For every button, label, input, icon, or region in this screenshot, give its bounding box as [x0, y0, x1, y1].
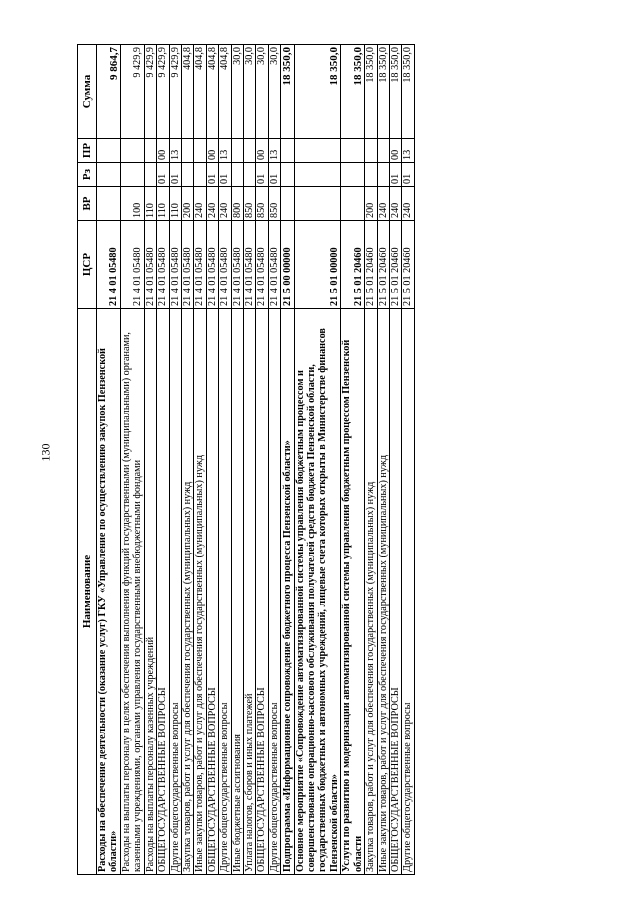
cell-rz: 01	[402, 163, 414, 187]
cell-vr: 110	[157, 187, 169, 221]
header-name: Наименование	[78, 309, 97, 875]
cell-sum: 9 429,9	[144, 45, 156, 139]
cell-pr	[144, 139, 156, 163]
table-row	[231, 45, 243, 875]
cell-name: Закупка товаров, работ и услуг для обеспечения государственных (муниципальных) нужд	[181, 309, 193, 875]
cell-rz	[194, 163, 206, 187]
cell-rz: 01	[268, 163, 280, 187]
cell-pr	[231, 139, 243, 163]
cell-name: Расходы на выплаты персоналу казенных учреждений	[144, 309, 156, 875]
cell-pr	[377, 139, 389, 163]
cell-pr	[97, 139, 121, 163]
cell-vr: 110	[169, 187, 181, 221]
cell-csr: 21 5 01 20460	[341, 221, 365, 309]
cell-vr: 850	[268, 187, 280, 221]
cell-pr: 13	[402, 139, 414, 163]
table-row	[181, 45, 193, 875]
cell-name: ОБЩЕГОСУДАРСТВЕННЫЕ ВОПРОСЫ	[206, 309, 218, 875]
header-vr: ВР	[78, 187, 97, 221]
cell-sum: 404,8	[219, 45, 231, 139]
cell-pr	[365, 139, 377, 163]
cell-rz: 01	[256, 163, 268, 187]
cell-sum: 18 350,0	[281, 45, 294, 139]
cell-csr: 21 5 00 00000	[281, 221, 294, 309]
cell-vr: 240	[377, 187, 389, 221]
table-row	[157, 45, 169, 875]
cell-rz	[365, 163, 377, 187]
cell-pr: 00	[256, 139, 268, 163]
cell-name: Другие общегосударственные вопросы	[402, 309, 414, 875]
cell-name: ОБЩЕГОСУДАРСТВЕННЫЕ ВОПРОСЫ	[256, 309, 268, 875]
cell-pr	[120, 139, 144, 163]
table-row	[341, 45, 365, 875]
cell-csr: 21 5 01 20460	[390, 221, 402, 309]
cell-name: Другие общегосударственные вопросы	[169, 309, 181, 875]
cell-sum: 404,8	[194, 45, 206, 139]
table-row	[120, 45, 144, 875]
cell-vr: 240	[219, 187, 231, 221]
cell-sum: 18 350,0	[365, 45, 377, 139]
table-row	[268, 45, 280, 875]
cell-csr: 21 4 01 05480	[181, 221, 193, 309]
cell-pr	[281, 139, 294, 163]
cell-pr: 13	[268, 139, 280, 163]
budget-table	[77, 44, 415, 875]
cell-vr: 800	[231, 187, 243, 221]
cell-vr: 200	[181, 187, 193, 221]
cell-rz	[231, 163, 243, 187]
cell-rz: 01	[390, 163, 402, 187]
cell-sum: 9 429,9	[157, 45, 169, 139]
cell-sum: 30,0	[268, 45, 280, 139]
cell-sum: 18 350,0	[377, 45, 389, 139]
rotated-table-container	[77, 45, 561, 875]
cell-pr: 13	[219, 139, 231, 163]
cell-csr: 21 4 01 05480	[206, 221, 218, 309]
cell-rz	[120, 163, 144, 187]
cell-vr: 100	[120, 187, 144, 221]
header-pr: ПР	[78, 139, 97, 163]
table-header-row	[78, 45, 97, 875]
cell-sum: 30,0	[244, 45, 256, 139]
cell-csr: 21 4 01 05480	[219, 221, 231, 309]
cell-pr	[194, 139, 206, 163]
cell-name: ОБЩЕГОСУДАРСТВЕННЫЕ ВОПРОСЫ	[157, 309, 169, 875]
cell-sum: 18 350,0	[390, 45, 402, 139]
table-row	[97, 45, 121, 875]
table-row	[377, 45, 389, 875]
cell-sum: 9 429,9	[169, 45, 181, 139]
table-row	[244, 45, 256, 875]
cell-vr	[341, 187, 365, 221]
table-row	[256, 45, 268, 875]
cell-vr: 200	[365, 187, 377, 221]
cell-name: Другие общегосударственные вопросы	[219, 309, 231, 875]
cell-pr	[341, 139, 365, 163]
cell-vr: 240	[402, 187, 414, 221]
cell-name: Другие общегосударственные вопросы	[268, 309, 280, 875]
cell-rz	[281, 163, 294, 187]
cell-sum: 404,8	[206, 45, 218, 139]
cell-rz	[144, 163, 156, 187]
page-number: 130	[38, 443, 53, 462]
cell-csr: 21 4 01 05480	[169, 221, 181, 309]
cell-name: ОБЩЕГОСУДАРСТВЕННЫЕ ВОПРОСЫ	[390, 309, 402, 875]
cell-name: Подпрограмма «Информационное сопровождение бюджетного процесса Пензенской области»	[281, 309, 294, 875]
cell-csr: 21 4 01 05480	[97, 221, 121, 309]
cell-vr: 240	[390, 187, 402, 221]
cell-csr: 21 4 01 05480	[256, 221, 268, 309]
cell-name: Иные закупки товаров, работ и услуг для обеспечения государственных (муниципальных) нужд	[377, 309, 389, 875]
cell-name: Услуги по развитию и модернизации автоматизированной системы управления бюджетным процессом Пензенской области	[341, 309, 365, 875]
cell-rz: 01	[157, 163, 169, 187]
table-row	[169, 45, 181, 875]
cell-csr: 21 5 01 00000	[294, 221, 341, 309]
cell-csr: 21 4 01 05480	[120, 221, 144, 309]
cell-name: Расходы на обеспечение деятельности (оказание услуг) ГКУ «Управление по осуществлению закупок Пензенской области»	[97, 309, 121, 875]
cell-csr: 21 4 01 05480	[231, 221, 243, 309]
table-row	[281, 45, 294, 875]
table-row	[194, 45, 206, 875]
cell-sum: 18 350,0	[294, 45, 341, 139]
cell-sum: 404,8	[181, 45, 193, 139]
cell-rz	[181, 163, 193, 187]
cell-rz: 01	[169, 163, 181, 187]
header-sum: Сумма	[78, 45, 97, 139]
cell-sum: 30,0	[231, 45, 243, 139]
cell-rz	[341, 163, 365, 187]
header-csr: ЦСР	[78, 221, 97, 309]
cell-csr: 21 4 01 05480	[157, 221, 169, 309]
table-row	[144, 45, 156, 875]
cell-csr: 21 5 01 20460	[377, 221, 389, 309]
cell-sum: 30,0	[256, 45, 268, 139]
cell-pr: 00	[157, 139, 169, 163]
cell-vr: 240	[206, 187, 218, 221]
cell-pr: 13	[169, 139, 181, 163]
cell-pr: 00	[390, 139, 402, 163]
table-row	[390, 45, 402, 875]
table-body	[97, 45, 415, 875]
cell-vr: 850	[244, 187, 256, 221]
cell-rz: 01	[219, 163, 231, 187]
table-row	[219, 45, 231, 875]
cell-rz	[244, 163, 256, 187]
cell-rz	[97, 163, 121, 187]
table-row	[365, 45, 377, 875]
cell-name: Закупка товаров, работ и услуг для обеспечения государственных (муниципальных) нужд	[365, 309, 377, 875]
cell-sum: 18 350,0	[341, 45, 365, 139]
cell-rz	[294, 163, 341, 187]
cell-vr: 850	[256, 187, 268, 221]
cell-csr: 21 5 01 20460	[402, 221, 414, 309]
cell-csr: 21 4 01 05480	[194, 221, 206, 309]
cell-vr: 110	[144, 187, 156, 221]
cell-name: Расходы на выплаты персоналу в целях обеспечения выполнения функций государственными (муниципальными) органами, казенными учреждениями, органами управления государственными внебюджетными фондами	[120, 309, 144, 875]
cell-name: Иные бюджетные ассигнования	[231, 309, 243, 875]
cell-csr: 21 5 01 20460	[365, 221, 377, 309]
cell-vr	[97, 187, 121, 221]
cell-pr	[294, 139, 341, 163]
cell-sum: 18 350,0	[402, 45, 414, 139]
cell-csr: 21 4 01 05480	[268, 221, 280, 309]
cell-name: Уплата налогов, сборов и иных платежей	[244, 309, 256, 875]
cell-pr	[244, 139, 256, 163]
cell-name: Иные закупки товаров, работ и услуг для обеспечения государственных (муниципальных) нужд	[194, 309, 206, 875]
cell-vr	[281, 187, 294, 221]
table-row	[402, 45, 414, 875]
cell-csr: 21 4 01 05480	[244, 221, 256, 309]
cell-pr: 00	[206, 139, 218, 163]
header-rz: Рз	[78, 163, 97, 187]
cell-sum: 9 429,9	[120, 45, 144, 139]
table-row	[206, 45, 218, 875]
cell-name: Основное мероприятие «Сопровождение автоматизированной системы управления бюджетным процессом и совершенствование операционно-кассового обслуживания получателей средств бюджета Пензенской области, государственных бюджетных и автономных учреждений, лицевые счета которых открыты в Министерстве финансов Пензенской области»	[294, 309, 341, 875]
cell-vr: 240	[194, 187, 206, 221]
cell-csr: 21 4 01 05480	[144, 221, 156, 309]
cell-sum: 9 864,7	[97, 45, 121, 139]
cell-rz	[377, 163, 389, 187]
cell-rz: 01	[206, 163, 218, 187]
cell-pr	[181, 139, 193, 163]
table-row	[294, 45, 341, 875]
cell-vr	[294, 187, 341, 221]
